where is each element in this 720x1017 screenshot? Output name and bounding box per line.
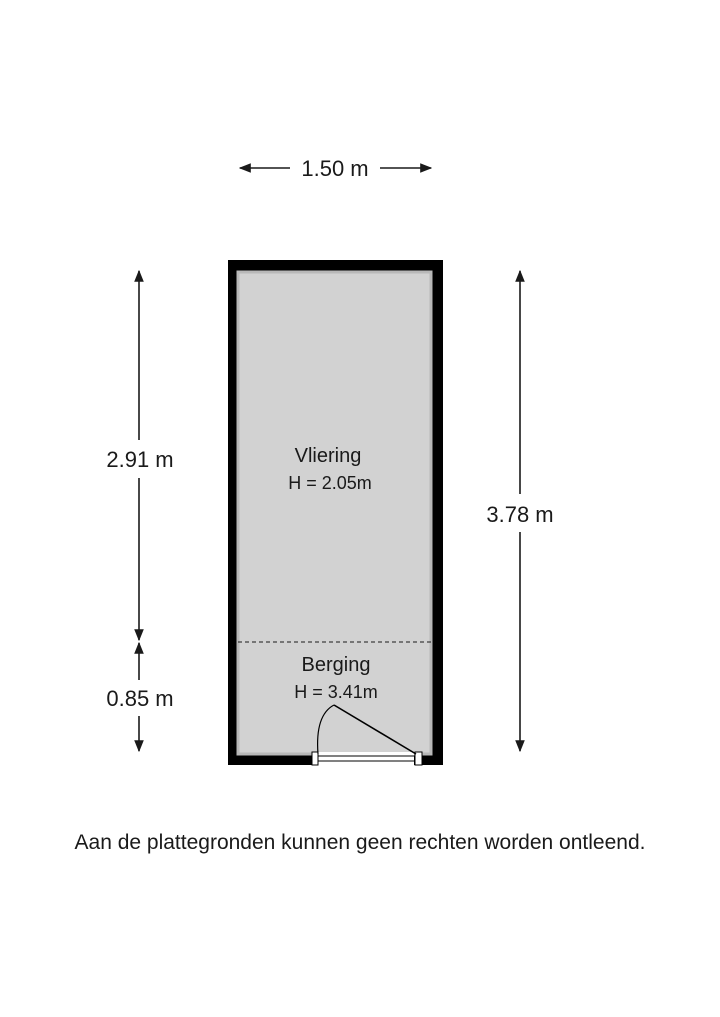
- door-opening: [312, 752, 414, 765]
- berging-depth-dimension: [106, 643, 173, 751]
- room-vliering-height: H = 2.05m: [288, 473, 372, 493]
- door-frame-right: [415, 752, 422, 765]
- room-berging-name: Berging: [301, 654, 371, 676]
- room-berging-height: H = 3.41m: [294, 682, 378, 702]
- door-frame-left: [312, 752, 318, 765]
- vliering-depth-dimension: [106, 271, 173, 640]
- vliering-depth-label: 2.91 m: [106, 447, 174, 472]
- total-depth-label: 3.78 m: [486, 502, 554, 527]
- total-depth-dimension: [486, 271, 553, 751]
- width-label: 1.50 m: [301, 156, 369, 181]
- berging-depth-label: 0.85 m: [106, 686, 174, 711]
- width-dimension: [240, 156, 431, 181]
- room-vliering-name: Vliering: [294, 445, 362, 467]
- disclaimer-text: Aan de plattegronden kunnen geen rechten worden ontleend.: [74, 831, 646, 854]
